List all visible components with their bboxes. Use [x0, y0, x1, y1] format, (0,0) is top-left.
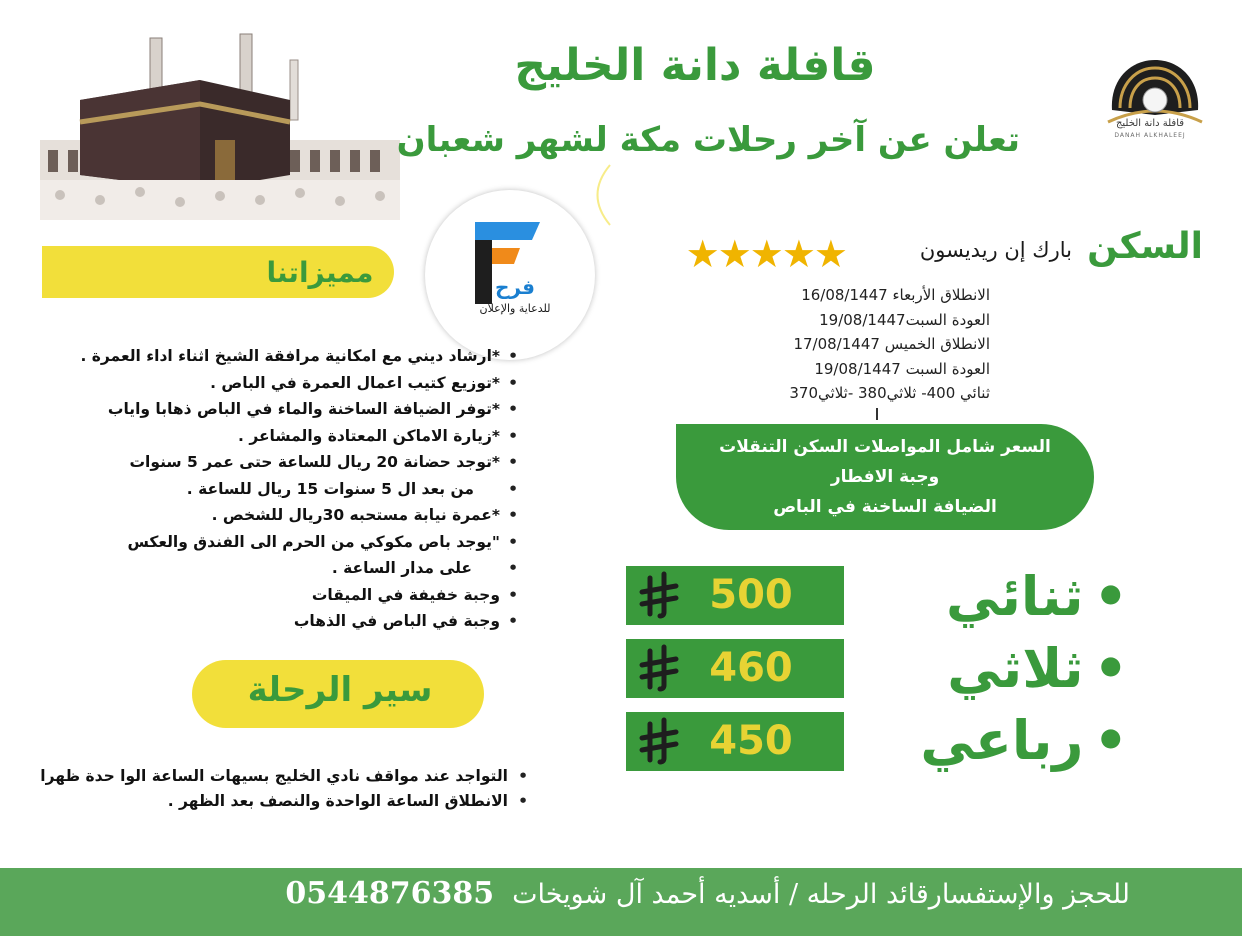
star-icon: ★ — [685, 232, 718, 276]
riyal-icon — [634, 566, 684, 625]
logo-text: قافلة دانة الخليج — [1115, 118, 1185, 129]
page-subtitle: تعلن عن آخر رحلات مكة لشهر شعبان — [396, 120, 1020, 160]
watermark-title: فرح — [495, 275, 535, 299]
journey-heading: سير الرحلة — [247, 670, 433, 710]
date-line: العودة السبت19/08/1447 — [819, 310, 990, 329]
price-includes-line: الضيافة الساخنة في الباص — [773, 497, 997, 517]
star-icon: ★ — [717, 232, 750, 276]
price-row-double — [626, 566, 844, 625]
list-item: • *توزيع كتيب اعمال العمرة في الباص . — [40, 370, 520, 397]
date-line: ثنائي 400- ثلاثي380 -ثلاثي370 — [789, 384, 990, 402]
date-line: الانطلاق الأربعاء 16/08/1447 — [801, 286, 990, 304]
date-line: الانطلاق الخميس 17/08/1447 — [793, 335, 990, 353]
riyal-icon — [634, 712, 684, 771]
watermark-subtitle: للدعاية والإعلان — [479, 302, 551, 315]
features-list — [40, 343, 520, 635]
divider-tick — [876, 408, 878, 420]
price-includes-text — [690, 432, 1080, 522]
list-item: • *توجد حضانة 20 ريال للساعة حتى عمر 5 سنوات — [40, 449, 520, 476]
list-item: • التواجد عند مواقف نادي الخليج بسيهات الساعة الوا حدة ظهرا — [40, 764, 530, 789]
riyal-icon — [634, 639, 684, 698]
footer-contact — [0, 876, 1130, 911]
star-rating — [646, 232, 846, 276]
star-icon: ★ — [781, 232, 814, 276]
hotel-name: بارك إن ريديسون — [919, 238, 1072, 262]
price-value: 450 — [709, 718, 793, 764]
kaaba-illustration — [40, 30, 400, 220]
price-row-quad — [626, 712, 844, 771]
housing-heading: السكن — [1087, 226, 1203, 267]
list-item: • الانطلاق الساعة الواحدة والنصف بعد الظهر . — [40, 789, 530, 814]
page-title: قافلة دانة الخليج — [514, 40, 876, 91]
list-item: • *توفر الضيافة الساخنة والماء في الباص ذهابا واياب — [40, 396, 520, 423]
decorative-arc — [580, 160, 620, 230]
price-includes-line: السعر شامل المواصلات السكن التنقلات — [719, 437, 1051, 457]
trip-dates — [700, 283, 990, 406]
phone-number[interactable]: 0544876385 — [285, 876, 495, 911]
list-item: • وجبة في الباص في الذهاب — [40, 608, 520, 635]
list-item: • وجبة خفيفة في الميقات — [40, 582, 520, 609]
price-value: 460 — [709, 645, 793, 691]
list-item: • *زيارة الاماكن المعتادة والمشاعر . — [40, 423, 520, 450]
list-item: • *عمرة نيابة مستحبه 30ريال للشخص . — [40, 502, 520, 529]
features-heading: مميزاتنا — [266, 256, 374, 289]
journey-list — [40, 764, 530, 814]
footer-text: للحجز والإستفسارقائد الرحله / أسديه أحمد آل شويخات — [512, 879, 1130, 910]
list-item: • على مدار الساعة . — [40, 555, 520, 582]
list-item: • "يوجد باص مكوكي من الحرم الى الفندق والعكس — [40, 529, 520, 556]
star-icon: ★ — [749, 232, 782, 276]
star-icon: ★ — [813, 232, 846, 276]
logo-latin-text: DANAH ALKHALEEJ — [1114, 132, 1186, 139]
room-type-triple: • ثلاثي — [848, 634, 1128, 704]
list-item: • *ارشاد ديني مع امكانية مرافقة الشيخ اثناء اداء العمرة . — [40, 343, 520, 370]
price-row-triple — [626, 639, 844, 698]
price-includes-line: وجبة الافطار — [830, 467, 940, 487]
date-line: العودة السبت 19/08/1447 — [814, 359, 990, 378]
list-item: • من بعد ال 5 سنوات 15 ريال للساعة . — [40, 476, 520, 503]
room-type-double: • ثنائي — [848, 562, 1128, 632]
price-value: 500 — [709, 572, 793, 618]
room-type-quad: • رباعي — [848, 706, 1128, 776]
